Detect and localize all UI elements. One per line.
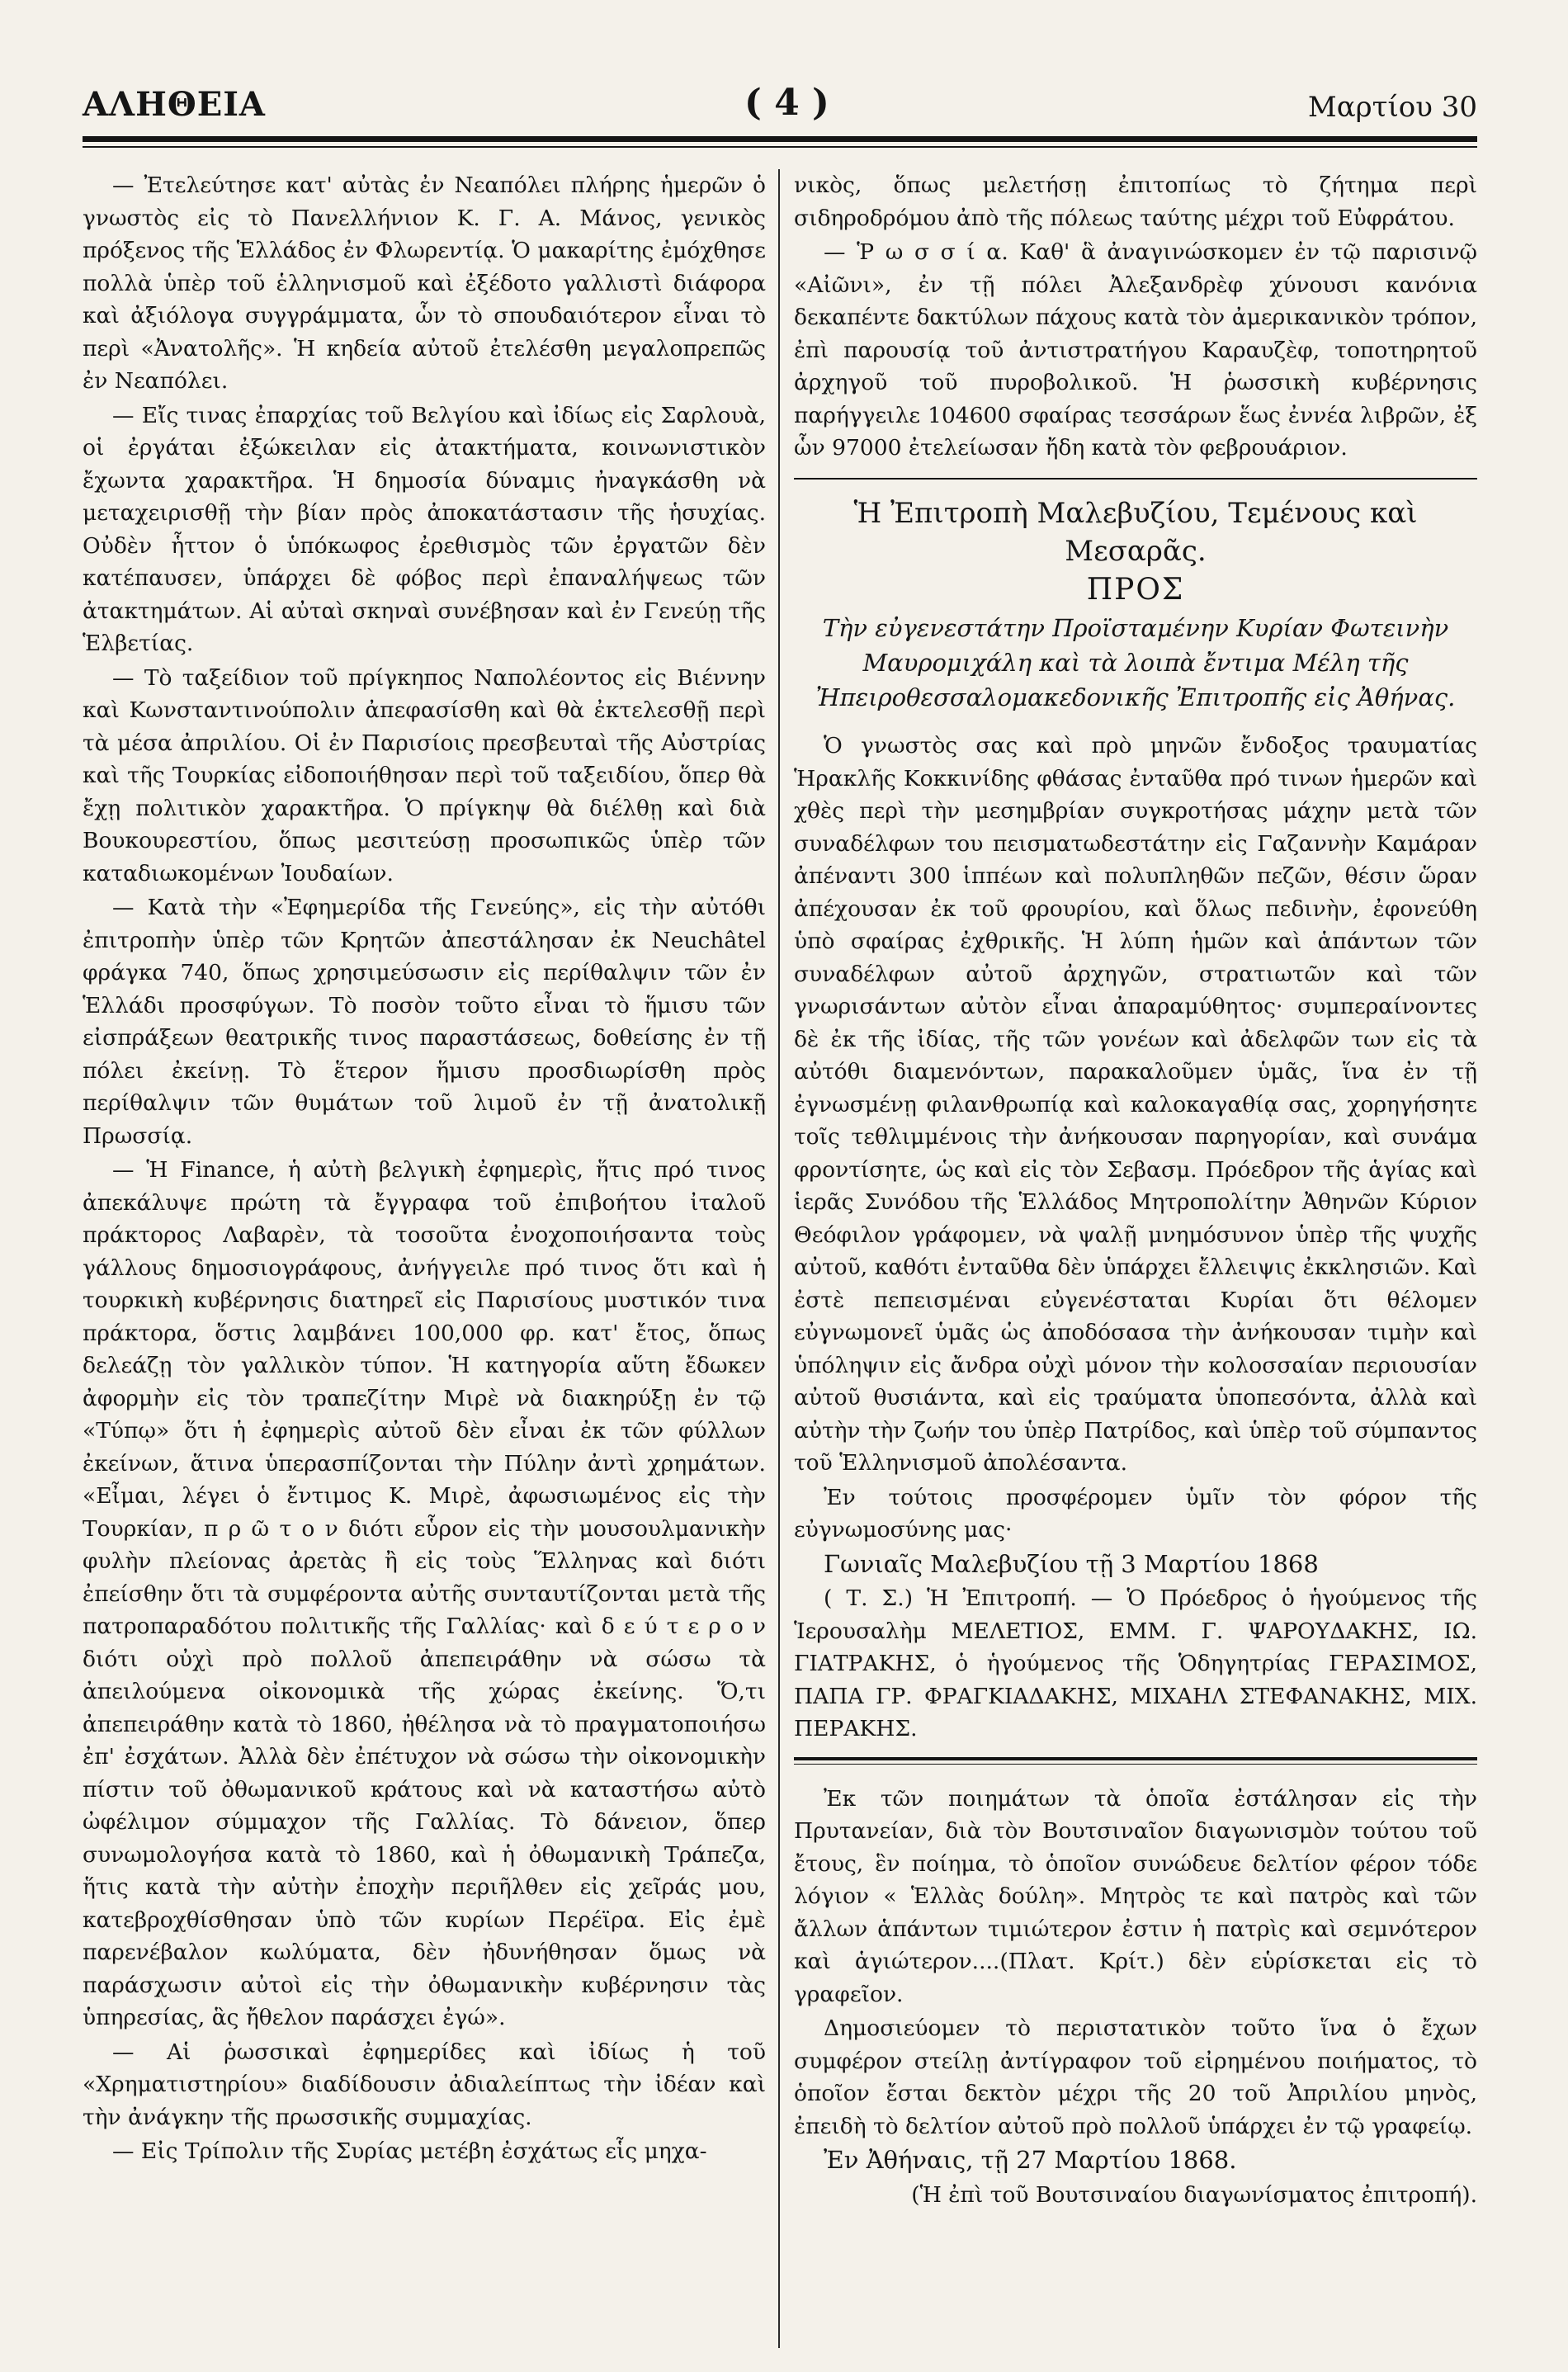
notice-signature: (Ἡ ἐπὶ τοῦ Βουτσιναίου διαγωνίσματος ἐπιτροπή). [911, 2181, 1477, 2208]
masthead-rule-thin [83, 146, 1477, 148]
article-tripoli-continued: νικὸς, ὅπως μελετήσῃ ἐπιτοπίως τὸ ζήτημα περὶ σιδηροδρόμου ἀπὸ τῆς πόλεως ταύτης μέχρι τοῦ Εὐφράτου. [794, 172, 1477, 231]
letter-place-date: Γωνιαῖς Μαλεβυζίου τῇ 3 Μαρτίου 1868 [824, 1549, 1319, 1578]
right-column [794, 169, 1477, 2348]
masthead [83, 58, 1477, 124]
notice-poem: Ἐκ τῶν ποιημάτων τὰ ὁποῖα ἐστάλησαν εἰς τὴν Πρυτανείαν, διὰ τὸν Βουτσιναῖον διαγωνισμὸν τούτου τοῦ ἔτους, ἓν ποίημα, τὸ ὁποῖον συνώδευε δελτίον φέρον τόδε λόγιον « Ἑλλὰς δούλη». Μητρὸς τε καὶ πατρὸς καὶ τῶν ἄλλων ἁπάντων τιμιώτερον ἐστιν ἡ πατρὶς καὶ σεμνότερον καὶ ἁγιώτερον....(Πλατ. Κρίτ.) δὲν εὑρίσκεται εἰς τὸ γραφεῖον. [794, 1785, 1477, 2007]
article-geneva: — Κατὰ τὴν «Ἐφημερίδα τῆς Γενεύης», εἰς τὴν αὐτόθι ἐπιτροπὴν ὑπὲρ τῶν Κρητῶν ἀπεστάλησαν ἐκ Neuchâtel φράγκα 740, ὅπως χρησιμεύσωσιν εἰς περίθαλψιν τῶν ἐν Ἑλλάδι προσφύγων. Τὸ ποσὸν τοῦτο εἶναι τὸ ἥμισυ τῶν εἰσπράξεων θεατρικῆς τινος παραστάσεως, δοθείσης ἐν τῇ πόλει ἐκείνῃ. Τὸ ἕτερον ἥμισυ προσδιωρίσθη πρὸς περίθαλψιν τῶν θυμάτων τοῦ λιμοῦ ἐν τῇ ἀνατολικῇ Πρωσσίᾳ. [83, 895, 766, 1149]
left-column [83, 169, 766, 2348]
article-napoleon: — Τὸ ταξείδιον τοῦ πρίγκηπος Ναπολέοντος εἰς Βιέννην καὶ Κωνσταντινούπολιν ἀπεφασίσθη καὶ θὰ ἐκτελεσθῇ περὶ τὰ μέσα ἀπριλίου. Οἱ ἐν Παρισίοις πρεσβευταὶ τῆς Αὐστρίας καὶ τῆς Τουρκίας εἰδοποιήθησαν περὶ τοῦ ταξειδίου, ὅπερ θὰ ἔχῃ πολιτικὸν χαρακτῆρα. Ὁ πρίγκηψ θὰ διέλθῃ καὶ διὰ Βουκουρεστίου, ὅπως μεσιτεύσῃ προσωπικῶς ὑπὲρ τῶν καταδιωκομένων Ἰουδαίων. [83, 664, 766, 886]
article-manos: — Ἐτελεύτησε κατ' αὐτὰς ἐν Νεαπόλει πλήρης ἡμερῶν ὁ γνωστὸς εἰς τὸ Πανελλήνιον Κ. Γ. Α. Μάνος, γενικὸς πρόξενος τῆς Ἑλλάδος ἐν Φλωρεντίᾳ. Ὁ μακαρίτης ἐμόχθησε πολλὰ ὑπὲρ τοῦ ἑλληνισμοῦ καὶ ἐξέδοτο γαλλιστὶ διάφορα καὶ ἀξιόλογα συγγράμματα, ὧν τὸ σπουδαιότερον εἶναι τὸ περὶ «Ἀνατολῆς». Ἡ κηδεία αὐτοῦ ἐτελέσθη μεγαλοπρεπῶς ἐν Νεαπόλει. [83, 172, 766, 394]
committee-heading: Ἡ Ἐπιτροπὴ Μαλεβυζίου, Τεμένους καὶ Μεσαρᾶς. [853, 496, 1418, 568]
letter-body: Ὁ γνωστὸς σας καὶ πρὸ μηνῶν ἔνδοξος τραυματίας Ἡρακλῆς Κοκκινίδης φθάσας ἐνταῦθα πρό τινων ἡμερῶν καὶ χθὲς περὶ τὴν μεσημβρίαν συγκροτήσας μάχην μετὰ τῶν συναδέλφων του πεισματωδεστάτην εἰς Γαζαννὴν Καμάραν ἀπέναντι 300 ἱππέων καὶ πολυπληθῶν πεζῶν, θέσιν ὥραν ἀπέχουσαν ἐκ τοῦ φρουρίου, καὶ ὅλως πεδινὴν, ἐφονεύθη ὑπὸ σφαίρας ἐχθρικῆς. Ἡ λύπη ἡμῶν καὶ ἁπάντων τῶν συναδέλφων αὐτοῦ ἀρχηγῶν, στρατιωτῶν καὶ τῶν γνωρισάντων αὐτὸν εἶναι ἀπαραμύθητος· συμπεραίνοντες δὲ ἐκ τῆς ἰδίας, τῆς τῶν γονέων καὶ ἀδελφῶν των εἰς τὰ αὐτόθι διαμενόντων, παρακαλοῦμεν ὑμᾶς, ἵνα ἐν τῇ ἐγνωσμένῃ φιλανθρωπίᾳ καὶ καλοκαγαθίᾳ σας, χορηγήσητε τοῖς τεθλιμμένοις τὴν ἀνήκουσαν παρηγορίαν, καὶ συνάμα φροντίσητε, ὡς καὶ εἰς τὸν Σεβασμ. Πρόεδρον τῆς ἁγίας καὶ ἱερᾶς Συνόδου τῆς Ἑλλάδος Μητροπολίτην Ἀθηνῶν Κύριον Θεόφιλον γράφομεν, νὰ ψαλῇ μνημόσυνον ὑπὲρ τῆς ψυχῆς αὐτοῦ, καθότι ἐνταῦθα δὲν ὑπάρχει ἔλλειψις ἐκκλησιῶν. Καὶ ἐστὲ πεπεισμέναι εὐγενέσταται Κυρίαι ὅτι θέλομεν εὐγνωμονεῖ ὑμᾶς ὡς ἀποδόσασα τὴν ἀνήκουσαν τιμὴν καὶ ὑπόληψιν εἰς ἄνδρα οὐχὶ μόνον τὴν κολοσσαίαν περιουσίαν αὐτοῦ θυσιάντα, καὶ εἰς τραύματα ὑποπεσόντα, ἀλλὰ καὶ αὐτὴν τὴν ζωήν του ὑπὲρ Πατρίδος, καὶ ὑπὲρ τοῦ σύμπαντος τοῦ Ἑλληνισμοῦ ἀπολέσαντα. [794, 733, 1477, 1476]
article-russia: — Ῥ ω σ σ ί α. Καθ' ἃ ἀναγινώσκομεν ἐν τῷ παρισινῷ «Αἰῶνι», ἐν τῇ πόλει Ἀλεξανδρὲφ χύνουσι κανόνια δεκαπέντε δακτύλων πάχους κατὰ τὸν ἀμερικανικὸν τρόπον, ἐπὶ παρουσίᾳ τοῦ ἀντιστρατήγου Καραυζὲφ, τοποτηρητοῦ ἀρχηγοῦ τοῦ πυροβολικοῦ. Ἡ ῥωσσικὴ κυβέρνησις παρήγγειλε 104600 σφαίρας τεσσάρων ἕως ἐννέα λιβρῶν, ἐξ ὧν 97000 ἐτελείωσαν ἤδη κατὰ τὸν φεβρουάριον. [794, 239, 1477, 461]
newspaper-title: ΑΛΗΘΕΙΑ [83, 85, 266, 124]
column-divider [778, 169, 780, 2348]
masthead-rule-thick [83, 136, 1477, 142]
article-finance: — Ἡ Finance, ἡ αὐτὴ βελγικὴ ἐφημερὶς, ἥτις πρό τινος ἀπεκάλυψε πρώτη τὰ ἔγγραφα τοῦ ἐπιβοήτου ἰταλοῦ πράκτορος Λαβαρὲν, τὰ τοσοῦτα ἐνοχοποιήσαντα τοὺς γάλλους δημοσιογράφους, ἀνήγγειλε πρό τινος ὅτι καὶ ἡ τουρκικὴ κυβέρνησις διατηρεῖ εἰς Παρισίους μυστικόν τινα πράκτορα, ὅστις λαμβάνει 100,000 φρ. κατ' ἔτος, ὅπως δελεάζῃ τὸν γαλλικὸν τύπον. Ἡ κατηγορία αὕτη ἔδωκεν ἀφορμὴν εἰς τὸν τραπεζίτην Μιρὲ νὰ διακηρύξῃ ἐν τῷ «Τύπῳ» ὅτι ἡ ἐφημερὶς αὐτοῦ δὲν εἶναι ἐκ τῶν φύλλων ἐκείνων, ἅτινα ὑπερασπίζονται τὴν Πύλην ἀντὶ χρημάτων. «Εἶμαι, λέγει ὁ ἔντιμος Κ. Μιρὲ, ἀφωσιωμένος εἰς τὴν Τουρκίαν, π ρ ῶ τ ο ν διότι εὗρον εἰς τὴν μουσουλμανικὴν φυλὴν πλείονας ἀρετὰς ἢ εἰς τοὺς Ἕλληνας καὶ διότι ἐπείσθην ὅτι τὰ συμφέροντα αὐτῆς συνταυτίζονται μετὰ τῆς πατροπαραδότου πολιτικῆς τῆς Γαλλίας· καὶ δ ε ύ τ ε ρ ο ν διότι οὐχὶ πρὸ πολλοῦ ἀπεπειράθην νὰ σώσω τὰ ἀπειλούμενα οἰκονομικὰ τῆς χώρας ἐκείνης. Ὅ,τι ἀπεπειράθην κατὰ τὸ 1860, ἠθέλησα νὰ τὸ πραγματοποιήσω ἐπ' ἐσχάτων. Ἀλλὰ δὲν ἐπέτυχον νὰ σώσω τὴν οἰκονομικὴν πίστιν τοῦ ὀθωμανικοῦ κράτους καὶ νὰ καταστήσω αὐτὸ ὠφέλιμον σύμμαχον τῆς Γαλλίας. Τὸ δάνειον, ὅπερ συνωμολογήσα κατὰ τὸ 1860, καὶ ἡ ὀθωμανικὴ Τράπεζα, ἥτις κατὰ τὴν αὐτὴν ἐποχὴν περιῆλθεν εἰς χεῖράς μου, κατεβροχθίσθησαν ὑπὸ τῶν κυρίων Περέϊρα. Εἰς ἐμὲ παρενέβαλον κωλύματα, δὲν ἠδυνήθησαν ὅμως νὰ παράσχωσιν αὐτοὶ εἰς τὴν ὀθωμανικὴν κυβέρνησιν τὰς ὑπηρεσίας, ἃς ἤθελον παράσχει ἐγώ». [83, 1157, 766, 2030]
section-separator [794, 478, 1477, 480]
letter-dedication: Τὴν εὐγενεστάτην Προϊσταμένην Κυρίαν Φωτεινὴν Μαυρομιχάλη καὶ τὰ λοιπὰ ἔντιμα Μέλη τῆς Ἠπειροθεσσαλομακεδονικῆς Ἐπιτροπῆς εἰς Ἀθήνας. [815, 614, 1456, 711]
section-separator-double [794, 1757, 1477, 1765]
article-tripoli: — Εἰς Τρίπολιν τῆς Συρίας μετέβη ἐσχάτως εἷς μηχα- [112, 2138, 707, 2164]
letter-signatures: ( Τ. Σ.) Ἡ Ἐπιτροπή. — Ὁ Πρόεδρος ὁ ἡγούμενος τῆς Ἱερουσαλὴμ ΜΕΛΕΤΙΟΣ, ΕΜΜ. Γ. ΨΑΡΟΥΔΑΚΗΣ, ΙΩ. ΓΙΑΤΡΑΚΗΣ, ὁ ἡγούμενος τῆς Ὁδηγητρίας ΓΕΡΑΣΙΜΟΣ, ΠΑΠΑ ΓΡ. ΦΡΑΓΚΙΑΔΑΚΗΣ, ΜΙΧΑΗΛ ΣΤΕΦΑΝΑΚΗΣ, ΜΙΧ. ΠΕΡΑΚΗΣ. [794, 1585, 1477, 1741]
letter-closing: Ἐν τούτοις προσφέρομεν ὑμῖν τὸν φόρον τῆς εὐγνωμοσύνης μας· [794, 1484, 1477, 1543]
article-belgium: — Εἴς τινας ἐπαρχίας τοῦ Βελγίου καὶ ἰδίως εἰς Σαρλουὰ, οἱ ἐργάται ἐξώκειλαν εἰς ἀτακτήματα, κοινωνιστικὸν ἔχωντα χαρακτῆρα. Ἡ δημοσία δύναμις ἠναγκάσθη νὰ μεταχειρισθῇ τὴν βίαν πρὸς ἀποκατάστασιν τῆς ἡσυχίας. Οὐδὲν ἧττον ὁ ὑπόκωφος ἐρεθισμὸς τῶν ἐργατῶν δὲν κατέπαυσεν, ὑπάρχει δὲ φόβος περὶ ἐπαναλήψεως τῶν ἀτακτημάτων. Αἱ αὐταὶ σκηναὶ συνέβησαν καὶ ἐν Γενεύῃ τῆς Ἑλβετίας. [83, 402, 766, 656]
article-russian-press: — Αἱ ῥωσσικαὶ ἐφημερίδες καὶ ἰδίως ἡ τοῦ «Χρηματιστηρίου» διαδίδουσιν ἀδιαλείπτως τὴν ἰδέαν καὶ τὴν ἀνάγκην τῆς πρωσσικῆς συμμαχίας. [83, 2039, 766, 2130]
notice-publication: Δημοσιεύομεν τὸ περιστατικὸν τοῦτο ἵνα ὁ ἔχων συμφέρον στείλῃ ἀντίγραφον τοῦ εἰρημένου ποιήματος, τὸ ὁποῖον ἔσται δεκτὸν μέχρι τῆς 20 τοῦ Ἀπριλίου μηνὸς, ἐπειδὴ τὸ δελτίον αὐτοῦ πρὸ πολλοῦ ὑπάρχει ἐν τῷ γραφείῳ. [794, 2015, 1477, 2139]
page-number: ( 4 ) [744, 82, 829, 124]
pros-heading: ΠΡΟΣ [1086, 572, 1185, 607]
issue-date: Μαρτίου 30 [1307, 91, 1477, 124]
notice-date: Ἐν Ἀθήναις, τῇ 27 Μαρτίου 1868. [824, 2146, 1237, 2174]
